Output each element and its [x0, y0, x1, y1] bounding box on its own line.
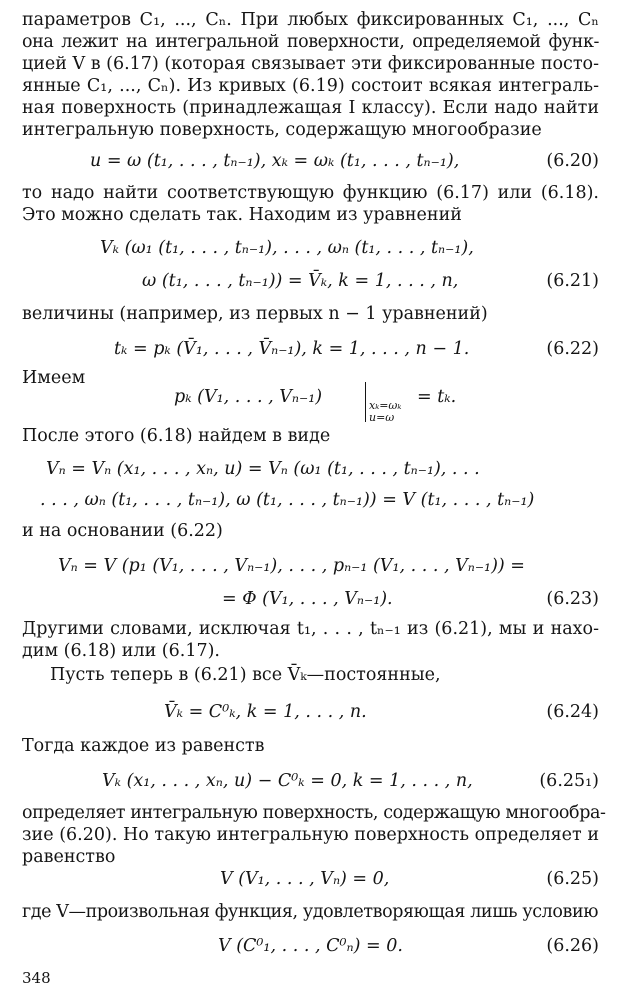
- text-line: величины (например, из первых n − 1 уравнений): [22, 304, 488, 324]
- text-line: Имеем: [22, 368, 86, 388]
- equation-number: (6.25₁): [539, 771, 599, 791]
- equation-formula: ω (t₁, . . . , tₙ₋₁)) = V̄ₖ, k = 1, . . . , n,: [142, 271, 459, 291]
- equation-number: (6.20): [546, 151, 599, 171]
- equation-number: (6.24): [546, 702, 599, 722]
- equation-formula: u = ω (t₁, . . . , tₙ₋₁), xₖ = ωₖ (t₁, . . . , tₙ₋₁),: [90, 151, 460, 171]
- evaluation-condition: xₖ=ωₖ: [369, 399, 402, 412]
- equation-number: (6.21): [546, 271, 599, 291]
- equation-left: pₖ (V₁, . . . , Vₙ₋₁): [174, 387, 323, 407]
- equation-number: (6.26): [546, 936, 599, 956]
- text-line: цией V в (6.17) (которая связывает эти фиксированные посто-: [22, 54, 599, 74]
- evaluation-bar: [365, 382, 366, 422]
- equation-formula: V̄ₖ = C⁰ₖ, k = 1, . . . , n.: [164, 702, 367, 722]
- evaluation-condition: u=ω: [369, 411, 395, 424]
- equation-formula: V (C⁰₁, . . . , C⁰ₙ) = 0.: [218, 936, 403, 956]
- equation-formula: tₖ = pₖ (V̄₁, . . . , V̄ₙ₋₁), k = 1, . . . , n − 1.: [114, 339, 470, 359]
- equation-formula: . . . , ωₙ (t₁, . . . , tₙ₋₁), ω (t₁, . . . , tₙ₋₁)) = V (t₁, . . . , tₙ₋₁): [40, 490, 535, 510]
- equation-formula: Vₖ (ω₁ (t₁, . . . , tₙ₋₁), . . . , ωₙ (t₁, . . . , tₙ₋₁),: [100, 238, 474, 258]
- equation-number: (6.25): [546, 869, 599, 889]
- text-line: После этого (6.18) найдем в виде: [22, 426, 331, 446]
- text-line: параметров C₁, ..., Cₙ. При любых фиксированных C₁, ..., Cₙ: [22, 10, 599, 30]
- text-line: определяет интегральную поверхность, содержащую многообра-: [22, 803, 606, 823]
- text-line: Другими словами, исключая t₁, . . . , tₙ₋₁ из (6.21), мы и нахо-: [22, 619, 599, 639]
- text-line: Это можно сделать так. Находим из уравнений: [22, 205, 462, 225]
- text-line: Пусть теперь в (6.21) все V̄ₖ—постоянные,: [50, 665, 441, 685]
- page-number: 348: [22, 969, 51, 987]
- text-line: интегральную поверхность, содержащую многообразие: [22, 120, 542, 140]
- equation-number: (6.22): [546, 339, 599, 359]
- text-line: зие (6.20). Но такую интегральную поверхность определяет и: [22, 825, 599, 845]
- text-line: и на основании (6.22): [22, 521, 223, 541]
- equation-right: = tₖ.: [417, 387, 457, 407]
- equation-formula: Vₙ = Vₙ (x₁, . . . , xₙ, u) = Vₙ (ω₁ (t₁, . . . , tₙ₋₁), . . .: [46, 459, 480, 479]
- text-line: ная поверхность (принадлежащая I классу). Если надо найти: [22, 98, 599, 118]
- text-line: где V—произвольная функция, удовлетворяющая лишь условию: [22, 902, 599, 922]
- text-line: равенство: [22, 847, 116, 867]
- equation-formula: Vₙ = V (p₁ (V₁, . . . , Vₙ₋₁), . . . , pₙ₋₁ (V₁, . . . , Vₙ₋₁)) =: [58, 556, 525, 576]
- equation-formula: Vₖ (x₁, . . . , xₙ, u) − C⁰ₖ = 0, k = 1, . . . , n,: [102, 771, 473, 791]
- text-line: дим (6.18) или (6.17).: [22, 641, 220, 661]
- equation-number: (6.23): [546, 589, 599, 609]
- text-line: Тогда каждое из равенств: [22, 736, 265, 756]
- equation-formula: V (V₁, . . . , Vₙ) = 0,: [220, 869, 390, 889]
- text-line: янные C₁, ..., Cₙ). Из кривых (6.19) состоит всякая интеграль-: [22, 76, 599, 96]
- text-line: то надо найти соответствующую функцию (6.17) или (6.18).: [22, 183, 599, 203]
- text-line: она лежит на интегральной поверхности, определяемой функ-: [22, 32, 599, 52]
- equation-formula: = Φ (V₁, . . . , Vₙ₋₁).: [222, 589, 393, 609]
